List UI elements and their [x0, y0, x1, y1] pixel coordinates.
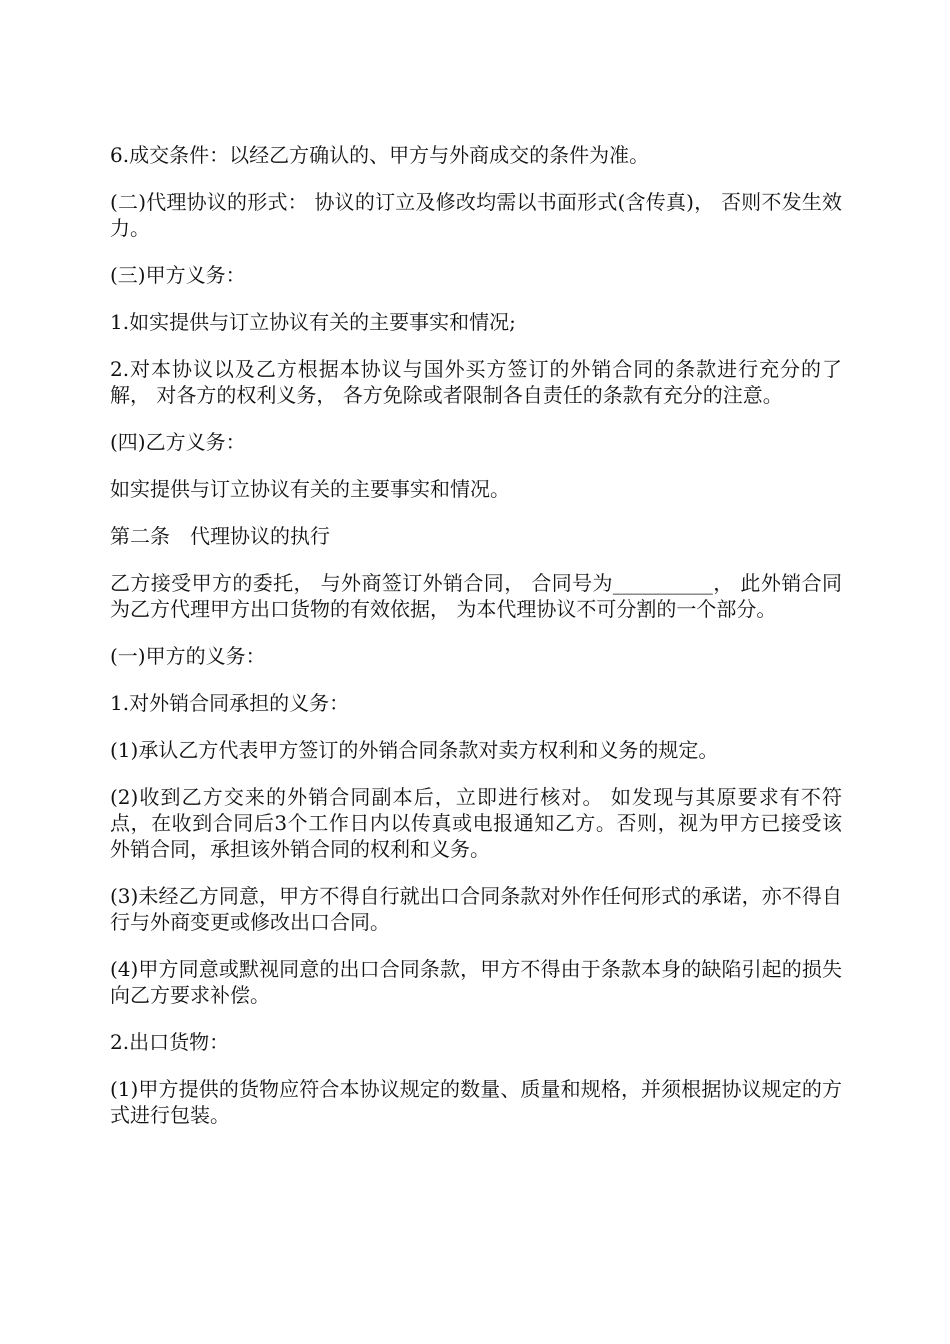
- heading-article-two: 第二条 代理协议的执行: [110, 524, 330, 548]
- paragraph-party-b-item: 如实提供与订立协议有关的主要事实和情况。: [110, 477, 510, 501]
- paragraph-agreement-form: (二)代理协议的形式： 协议的订立及修改均需以书面形式(含传真)， 否则不发生效力。: [110, 190, 842, 240]
- document-body: [110, 142, 842, 1149]
- heading-party-a-duties: (一)甲方的义务：: [110, 644, 266, 668]
- paragraph-deal-conditions: 6.成交条件：以经乙方确认的、甲方与外商成交的条件为准。: [110, 143, 650, 167]
- heading-party-a-obligations: (三)甲方义务：: [110, 263, 246, 287]
- heading-party-b-obligations: (四)乙方义务：: [110, 430, 246, 454]
- paragraph-clause-4: (4)甲方同意或默视同意的出口合同条款，甲方不得由于条款本身的缺陷引起的损失向乙方要求补偿。: [110, 957, 842, 1007]
- paragraph-party-a-item-2: 2.对本协议以及乙方根据本协议与国外买方签订的外销合同的条款进行充分的了解， 对各方的权利义务， 各方免除或者限制各自责任的条款有充分的注意。: [110, 357, 842, 407]
- paragraph-contract-number: 乙方接受甲方的委托， 与外商签订外销合同， 合同号为__________， 此外销合同为乙方代理甲方出口货物的有效依据， 为本代理协议不可分割的一个部分。: [110, 571, 842, 621]
- heading-export-goods: 2.出口货物：: [110, 1030, 230, 1054]
- paragraph-party-a-item-1: 1.如实提供与订立协议有关的主要事实和情况;: [110, 310, 516, 334]
- paragraph-goods-clause-1: (1)甲方提供的货物应符合本协议规定的数量、质量和规格，并须根据协议规定的方式进行包装。: [110, 1077, 842, 1127]
- paragraph-clause-2: (2)收到乙方交来的外销合同副本后，立即进行核对。 如发现与其原要求有不符点，在收到合同后3个工作日内以传真或电报通知乙方。否则，视为甲方已接受该外销合同，承担该外销合同的权利和义务。: [110, 785, 842, 861]
- paragraph-clause-1: (1)承认乙方代表甲方签订的外销合同条款对卖方权利和义务的规定。: [110, 738, 719, 762]
- paragraph-clause-3: (3)未经乙方同意，甲方不得自行就出口合同条款对外作任何形式的承诺，亦不得自行与外商变更或修改出口合同。: [110, 884, 842, 934]
- heading-contract-obligations: 1.对外销合同承担的义务：: [110, 691, 350, 715]
